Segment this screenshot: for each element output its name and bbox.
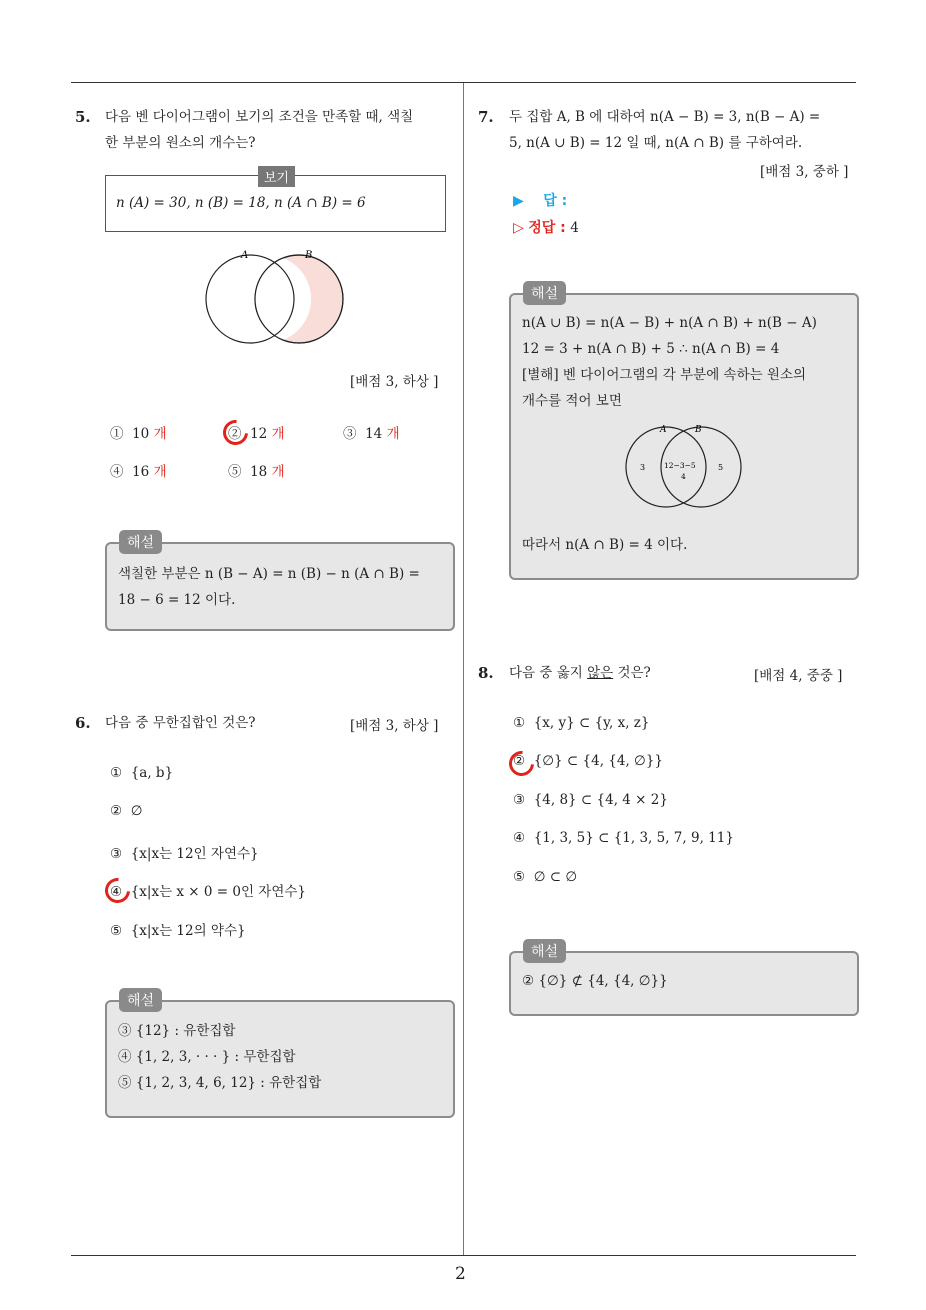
q7-venn-middle-expr: 12−3−5 bbox=[664, 461, 696, 470]
q5-condition-label: 보기 bbox=[258, 166, 295, 187]
q6-option-4-text: {x|x는 x × 0 = 0인 자연수} bbox=[130, 884, 307, 900]
q5-option-5-unit: 개 bbox=[271, 464, 285, 480]
q8-number: 8. bbox=[478, 664, 494, 682]
q5-option-1[interactable] bbox=[110, 422, 167, 442]
q7-correct-row bbox=[513, 217, 579, 237]
q7-answer-label: 답 : bbox=[543, 193, 568, 209]
q7-solution-conclusion: 따라서 n(A ∩ B) = 4 이다. bbox=[522, 537, 688, 553]
q8-option-1-text: {x, y} ⊂ {y, x, z} bbox=[533, 715, 650, 731]
q5-option-1-num: ① bbox=[110, 426, 124, 442]
q6-option-3-num: ③ bbox=[110, 846, 123, 862]
q8-text-pre: 다음 중 옳지 bbox=[509, 665, 588, 681]
page-number: 2 bbox=[455, 1264, 466, 1284]
q5-text-line1: 다음 벤 다이어그램이 보기의 조건을 만족할 때, 색칠 bbox=[105, 109, 414, 125]
q7-correct-label: 정답 : bbox=[528, 220, 566, 236]
q7-venn-left-value: 3 bbox=[640, 463, 646, 472]
q6-option-5-text: {x|x는 12의 약수} bbox=[130, 923, 246, 939]
q5-number: 5. bbox=[75, 108, 91, 126]
q7-number: 7. bbox=[478, 108, 494, 126]
q7-solution-line1: n(A ∪ B) = n(A − B) + n(A ∩ B) + n(B − A) bbox=[522, 315, 817, 331]
q6-option-4-num: ④ bbox=[110, 884, 123, 900]
q5-solution-line2: 18 − 6 = 12 이다. bbox=[118, 592, 236, 608]
q5-option-3[interactable] bbox=[343, 422, 400, 442]
q8-solution-text: ② {∅} ⊄ {4, {4, ∅}} bbox=[522, 973, 668, 989]
q5-option-1-unit: 개 bbox=[153, 426, 167, 442]
play-icon: ▶ bbox=[513, 193, 524, 209]
q5-option-3-unit: 개 bbox=[386, 426, 400, 442]
q7-solution-label: 해설 bbox=[523, 281, 566, 305]
q6-option-5-num: ⑤ bbox=[110, 923, 123, 939]
q5-text-line2: 한 부분의 원소의 개수는? bbox=[105, 135, 256, 151]
q5-option-2-num: ② bbox=[228, 426, 242, 442]
q5-solution-line1: 색칠한 부분은 n (B − A) = n (B) − n (A ∩ B) = bbox=[118, 566, 420, 582]
q5-option-4[interactable] bbox=[110, 460, 167, 480]
q6-option-3-text: {x|x는 12인 자연수} bbox=[130, 846, 259, 862]
q6-number: 6. bbox=[75, 714, 91, 732]
q7-score: [배점 3, 중하 ] bbox=[760, 164, 849, 180]
hollow-triangle-icon: ▷ bbox=[513, 220, 524, 236]
q8-option-4-text: {1, 3, 5} ⊂ {1, 3, 5, 7, 9, 11} bbox=[533, 830, 734, 846]
q7-venn-middle-value: 4 bbox=[681, 472, 686, 481]
q5-option-2[interactable] bbox=[228, 422, 285, 442]
q7-text-line2: 5, n(A ∪ B) = 12 일 때, n(A ∩ B) 를 구하여라. bbox=[509, 135, 803, 151]
q5-score: [배점 3, 하상 ] bbox=[350, 374, 439, 390]
q8-option-1[interactable] bbox=[513, 715, 650, 731]
q8-text-post: 것은? bbox=[613, 665, 651, 681]
q7-text-line1: 두 집합 A, B 에 대하여 n(A − B) = 3, n(B − A) = bbox=[509, 109, 821, 125]
bottom-rule bbox=[71, 1255, 856, 1256]
q8-option-2[interactable] bbox=[513, 753, 663, 769]
q6-solution-line1: ③ {12} : 유한집합 bbox=[118, 1023, 236, 1039]
q6-option-1[interactable] bbox=[110, 765, 173, 781]
q5-solution-label: 해설 bbox=[119, 530, 162, 554]
q7-venn-diagram bbox=[620, 420, 745, 512]
q5-venn-label-a: A bbox=[241, 250, 249, 261]
q8-option-2-text: {∅} ⊂ {4, {4, ∅}} bbox=[533, 753, 663, 769]
q8-option-4-num: ④ bbox=[513, 830, 526, 846]
q7-solution-line4: 개수를 적어 보면 bbox=[522, 393, 622, 409]
q8-option-5-text: ∅ ⊂ ∅ bbox=[533, 869, 578, 885]
q6-solution-line3: ⑤ {1, 2, 3, 4, 6, 12} : 유한집합 bbox=[118, 1075, 322, 1091]
q6-option-1-text: {a, b} bbox=[130, 765, 174, 781]
q6-option-2[interactable] bbox=[110, 803, 142, 819]
q8-option-3[interactable] bbox=[513, 792, 668, 808]
q8-option-4[interactable] bbox=[513, 830, 734, 846]
q8-option-1-num: ① bbox=[513, 715, 526, 731]
q5-option-2-unit: 개 bbox=[271, 426, 285, 442]
q5-option-1-value: 10 bbox=[132, 426, 150, 442]
q6-score: [배점 3, 하상 ] bbox=[350, 718, 439, 734]
q8-option-5[interactable] bbox=[513, 869, 577, 885]
q7-solution-line2: 12 = 3 + n(A ∩ B) + 5 ∴ n(A ∩ B) = 4 bbox=[522, 341, 780, 357]
q5-option-5[interactable] bbox=[228, 460, 285, 480]
q5-option-4-value: 16 bbox=[132, 464, 150, 480]
q8-option-2-num: ② bbox=[513, 753, 526, 769]
q5-option-2-value: 12 bbox=[250, 426, 268, 442]
q6-option-3[interactable] bbox=[110, 842, 259, 862]
q6-option-5[interactable] bbox=[110, 919, 246, 939]
q6-solution-label: 해설 bbox=[119, 988, 162, 1012]
q8-text bbox=[509, 660, 651, 686]
q6-option-4[interactable] bbox=[110, 880, 306, 900]
q8-option-5-num: ⑤ bbox=[513, 869, 526, 885]
q6-text: 다음 중 무한집합인 것은? bbox=[105, 715, 256, 731]
q5-condition-text: n (A) = 30, n (B) = 18, n (A ∩ B) = 6 bbox=[116, 195, 366, 211]
q6-option-2-text: ∅ bbox=[130, 803, 143, 819]
q5-option-5-value: 18 bbox=[250, 464, 268, 480]
q7-correct-value: 4 bbox=[570, 220, 579, 236]
q6-solution-line2: ④ {1, 2, 3, · · · } : 무한집합 bbox=[118, 1049, 296, 1065]
q7-solution-line3: [별해] 벤 다이어그램의 각 부분에 속하는 원소의 bbox=[522, 367, 807, 383]
q6-option-2-num: ② bbox=[110, 803, 123, 819]
q5-venn-label-b: B bbox=[305, 250, 313, 261]
q5-option-5-num: ⑤ bbox=[228, 464, 242, 480]
column-divider bbox=[463, 83, 464, 1255]
q5-option-3-num: ③ bbox=[343, 426, 357, 442]
q8-solution-label: 해설 bbox=[523, 939, 566, 963]
q5-venn-diagram bbox=[195, 240, 365, 350]
q8-text-underlined: 않은 bbox=[587, 665, 614, 681]
q8-score: [배점 4, 중중 ] bbox=[754, 668, 843, 684]
q8-option-3-text: {4, 8} ⊂ {4, 4 × 2} bbox=[533, 792, 668, 808]
q7-answer-row[interactable] bbox=[513, 190, 567, 210]
q7-venn-label-b: B bbox=[695, 425, 702, 435]
q5-option-4-unit: 개 bbox=[153, 464, 167, 480]
q5-option-3-value: 14 bbox=[365, 426, 383, 442]
q7-venn-right-value: 5 bbox=[718, 463, 724, 472]
q5-option-4-num: ④ bbox=[110, 464, 124, 480]
q8-option-3-num: ③ bbox=[513, 792, 526, 808]
q7-venn-label-a: A bbox=[660, 425, 667, 435]
q6-option-1-num: ① bbox=[110, 765, 123, 781]
